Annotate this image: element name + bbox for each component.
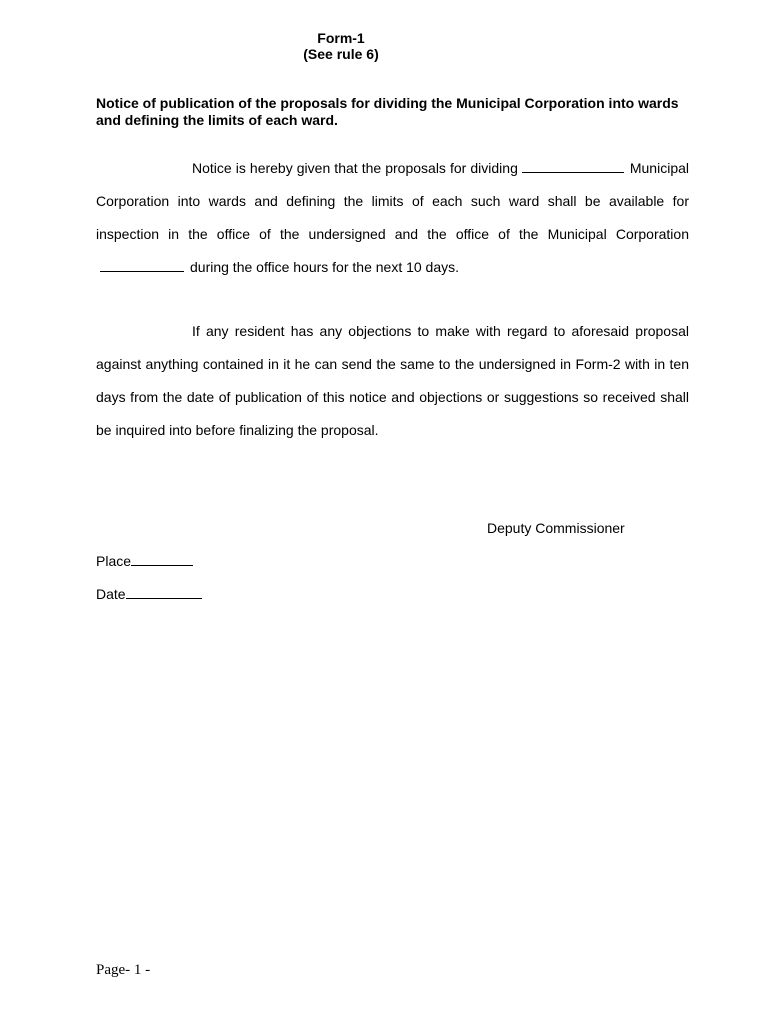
notice-paragraph-2-text: If any resident has any objections to make with regard to aforesaid proposal against anything contained in it he can send the same to the undersigned in Form-2 with in ten days from the date of publication of this notice and objections or suggestions so received shall be inquired into before finalizing the proposal. xyxy=(96,323,689,438)
place-label: Place xyxy=(96,553,132,569)
corporation-name-blank[interactable] xyxy=(522,160,624,173)
date-blank[interactable] xyxy=(126,586,202,599)
notice-paragraph-2 xyxy=(96,315,689,447)
form-title: Form-1 xyxy=(317,30,365,46)
notice-paragraph-1-part-1: Notice is hereby given that the proposals for dividing xyxy=(192,160,518,176)
notice-paragraph-1-part-2: Municipal Corporation into wards and defining the limits of each such ward shall be available for inspection in the office of the undersigned and the office of the Municipal Corporation xyxy=(96,160,689,242)
notice-heading: Notice of publication of the proposals for dividing the Municipal Corporation into wards and defining the limits of each ward. xyxy=(96,95,679,128)
corporation-office-blank[interactable] xyxy=(100,259,184,272)
page-number: Page- 1 - xyxy=(96,962,151,978)
date-label: Date xyxy=(96,586,126,602)
date-field xyxy=(96,586,202,603)
form-rule-reference: (See rule 6) xyxy=(303,46,379,62)
notice-paragraph-1 xyxy=(96,152,689,284)
notice-paragraph-1-part-3: during the office hours for the next 10 days. xyxy=(190,259,460,275)
place-blank[interactable] xyxy=(131,553,193,566)
place-field xyxy=(96,553,193,570)
signatory-designation: Deputy Commissioner xyxy=(487,520,625,536)
